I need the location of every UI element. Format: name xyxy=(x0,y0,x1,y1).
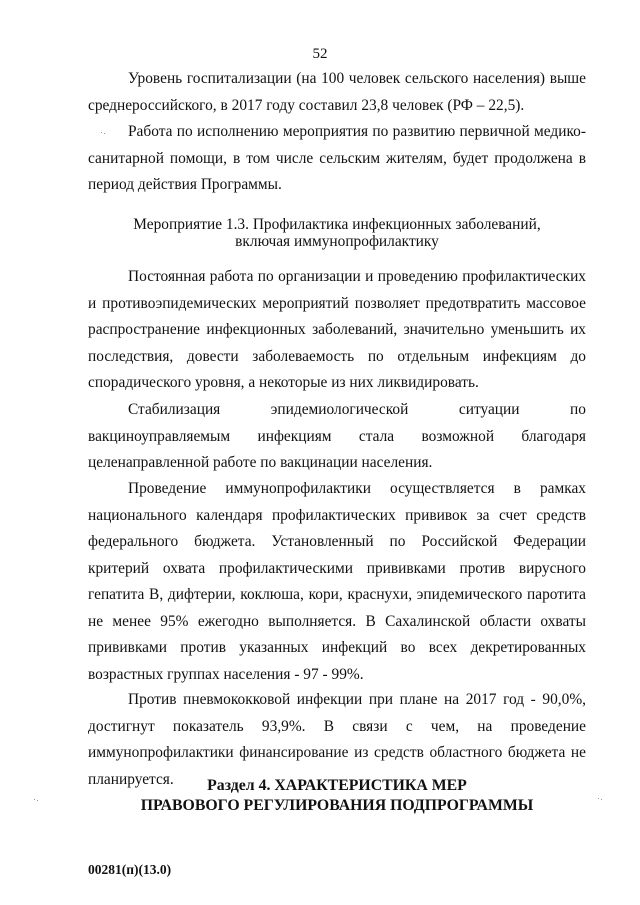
paragraph-hospitalization-level: Уровень госпитализации (на 100 человек сельского населения) выше среднероссийского, в 2017 году составил 23,8 человек (РФ – 22,5). xyxy=(88,70,586,114)
section-heading xyxy=(88,776,586,816)
scan-speck xyxy=(101,132,102,133)
scan-speck xyxy=(34,799,35,800)
measure-heading-line-1: Мероприятие 1.3. Профилактика инфекционных заболеваний, xyxy=(133,216,541,233)
measure-heading xyxy=(88,216,586,250)
paragraph-prevention-work: Постоянная работа по организации и проведению профилактических и противоэпидемических мероприятий позволяет предотвратить массовое распространение инфекционных заболеваний, значительно уменьшить их последствия, довести заболеваемость по отдельным инфекциям до спорадического уровня, а некоторые из них ликвидировать. xyxy=(88,268,586,391)
page-number: 52 xyxy=(312,46,328,62)
section-heading-line-1: Раздел 4. ХАРАКТЕРИСТИКА МЕР xyxy=(207,777,467,794)
scan-speck xyxy=(598,798,599,799)
paragraph-immunization-coverage: Проведение иммунопрофилактики осуществляется в рамках национального календаря профилактических прививок за счет средств федерального бюджета. Установленный по Российской Федерации критерий охвата профилактическими прививками против вирусного гепатита В, дифтерии, коклюша, кори, краснухи, эпидемического паротита не менее 95% ежегодно выполняется. В Сахалинской области охваты прививками против указанных инфекций во всех декретированных возрастных группах населения - 97 - 99%. xyxy=(88,480,586,683)
document-code: 00281(п)(13.0) xyxy=(88,862,172,877)
paragraph-primary-care-work: Работа по исполнению мероприятия по развитию первичной медико-санитарной помощи, в том числе сельским жителям, будет продолжена в период действия Программы. xyxy=(88,123,586,193)
scan-speck xyxy=(601,799,602,800)
scan-speck xyxy=(37,800,38,801)
paragraph-pneumococcal-infection: Против пневмококковой инфекции при плане на 2017 год - 90,0%, достигнут показатель 93,9%. В связи с чем, на проведение иммунопрофилактики финансирование из средств областного бюджета не планируется. xyxy=(88,691,586,788)
measure-heading-line-2: включая иммунопрофилактику xyxy=(235,233,439,250)
scan-speck xyxy=(104,133,105,134)
paragraph-epidemiological-stabilization: Стабилизация эпидемиологической ситуации по вакциноуправляемым инфекциям стала возможной благодаря целенаправленной работе по вакцинации населения. xyxy=(88,401,586,471)
section-heading-line-2: ПРАВОВОГО РЕГУЛИРОВАНИЯ ПОДПРОГРАММЫ xyxy=(140,797,534,814)
